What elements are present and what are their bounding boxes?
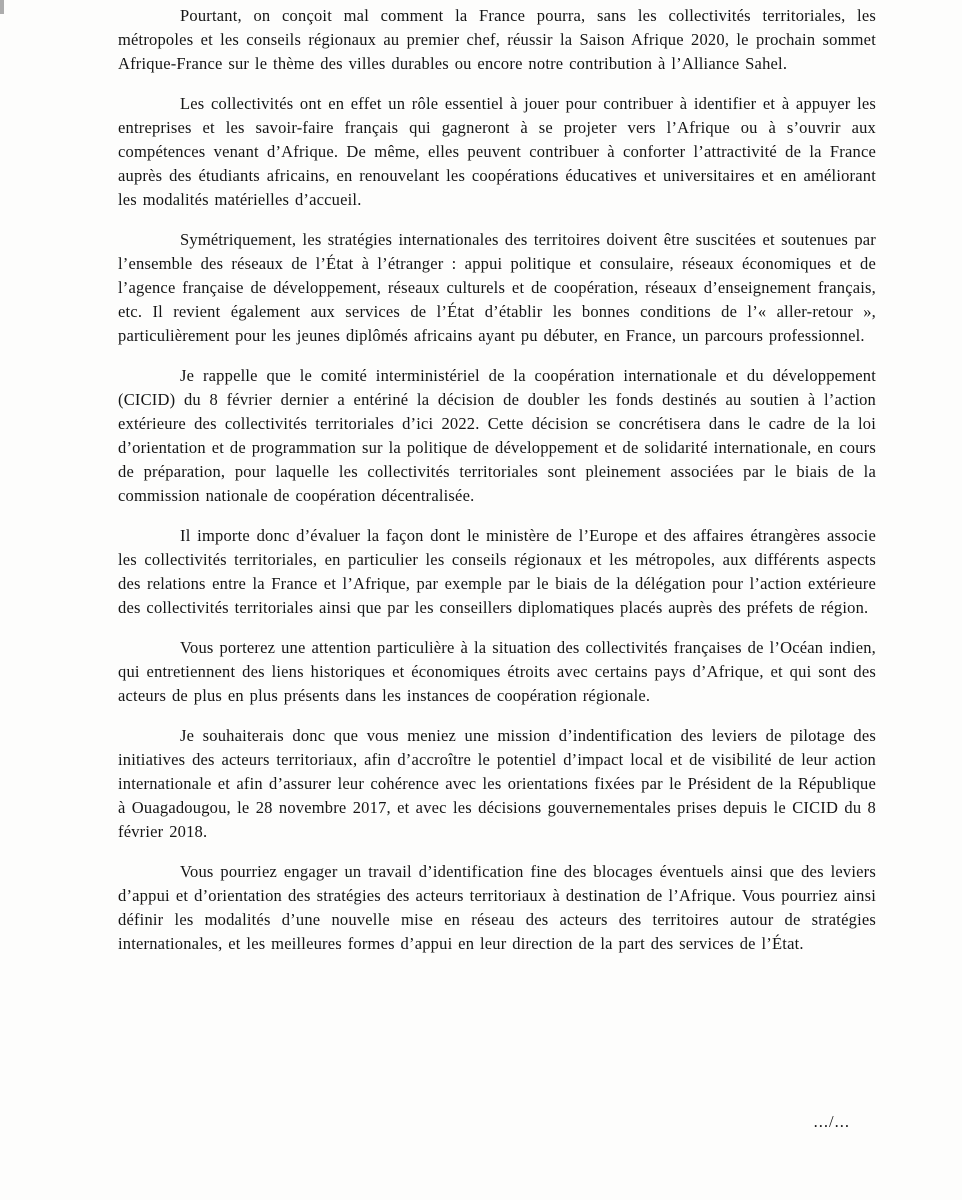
paragraph-3: Symétriquement, les stratégies internationales des territoires doivent être suscitées et soutenues par l’ensemble des réseaux de l’État à l’étranger : appui politique et consulaire, réseaux économiques et de l’agence française de développement, réseaux culturels et de coopération, réseaux d’enseignement français, etc. Il revient également aux services de l’État d’établir les bonnes conditions de l’« aller-retour », particulièrement pour les jeunes diplômés africains ayant pu débuter, en France, un parcours professionnel. [118, 230, 876, 345]
paragraph-1: Pourtant, on conçoit mal comment la France pourra, sans les collectivités territoriales, les métropoles et les conseils régionaux au premier chef, réussir la Saison Afrique 2020, le prochain sommet Afrique-France sur le thème des villes durables ou encore notre contribution à l’Alliance Sahel. [118, 6, 876, 73]
paragraph-8: Vous pourriez engager un travail d’identification fine des blocages éventuels ainsi que des leviers d’appui et d’orientation des stratégies des acteurs territoriaux à destination de l’Afrique. Vous pourriez ainsi définir les modalités d’une nouvelle mise en réseau des acteurs des territoires autour de stratégies internationales, et les meilleures formes d’appui en leur direction de la part des services de l’État. [118, 862, 876, 953]
paragraph-4: Je rappelle que le comité interministériel de la coopération internationale et du développement (CICID) du 8 février dernier a entériné la décision de doubler les fonds destinés au soutien à l’action extérieure des collectivités territoriales d’ici 2022. Cette décision se concrétisera dans le cadre de la loi d’orientation et de programmation sur la politique de développement et de solidarité internationale, en cours de préparation, pour laquelle les collectivités territoriales sont pleinement associées par le biais de la commission nationale de coopération décentralisée. [118, 366, 876, 505]
paragraph-5: Il importe donc d’évaluer la façon dont le ministère de l’Europe et des affaires étrangères associe les collectivités territoriales, en particulier les conseils régionaux et les métropoles, aux différents aspects des relations entre la France et l’Afrique, par exemple par le biais de la délégation pour l’action extérieure des collectivités territoriales ainsi que par les conseillers diplomatiques placés auprès des préfets de région. [118, 526, 876, 617]
paragraph-2: Les collectivités ont en effet un rôle essentiel à jouer pour contribuer à identifier et à appuyer les entreprises et les savoir-faire français qui gagneront à se projeter vers l’Afrique ou à s’ouvrir aux compétences venant d’Afrique. De même, elles peuvent contribuer à conforter l’attractivité de la France auprès des étudiants africains, en renouvelant les coopérations éducatives et universitaires et en améliorant les modalités matérielles d’accueil. [118, 94, 876, 209]
letter-body [118, 4, 876, 972]
paragraph-6: Vous porterez une attention particulière à la situation des collectivités françaises de l’Océan indien, qui entretiennent des liens historiques et économiques étroits avec certains pays d’Afrique, et qui sont des acteurs de plus en plus présents dans les instances de coopération régionale. [118, 638, 876, 705]
scan-artifact [0, 0, 4, 14]
paragraph-7: Je souhaiterais donc que vous meniez une mission d’indentification des leviers de pilotage des initiatives des acteurs territoriaux, afin d’accroître le potentiel d’impact local et de visibilité de leur action internationale et afin d’assurer leur cohérence avec les orientations fixées par le Président de la République à Ouagadougou, le 28 novembre 2017, et avec les décisions gouvernementales prises depuis le CICID du 8 février 2018. [118, 726, 876, 841]
page-continuation-mark: .../... [813, 1112, 850, 1131]
